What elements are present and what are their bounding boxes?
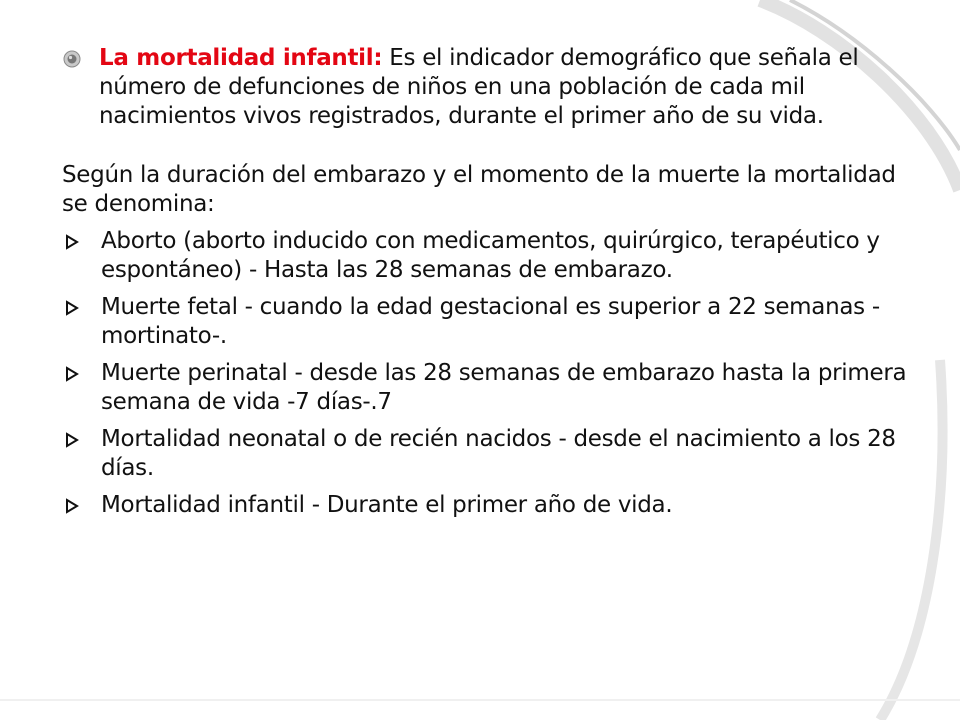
arrow-bullet-icon xyxy=(62,232,82,252)
arrow-bullet-icon xyxy=(62,430,82,450)
classification-paragraph: Según la duración del embarazo y el momento de la muerte la mortalidad se denomina: xyxy=(62,162,896,217)
circle-bullet-icon xyxy=(62,49,82,69)
arrow-bullet-icon xyxy=(62,496,82,516)
list-item-text: Mortalidad infantil - Durante el primer año de vida. xyxy=(101,492,673,518)
list-item-text: Aborto (aborto inducido con medicamentos, quirúrgico, terapéutico y espontáneo) - Hasta las 28 semanas de embarazo. xyxy=(101,228,880,283)
list-item xyxy=(62,359,908,417)
classification-list xyxy=(62,227,908,520)
arrow-bullet-icon xyxy=(62,298,82,318)
intro-text xyxy=(99,44,908,131)
list-item xyxy=(62,491,908,520)
list-item xyxy=(62,227,908,285)
intro-definition xyxy=(62,44,908,131)
definition-text: Es el indicador demográfico que señala el número de defunciones de niños en una población de cada mil nacimientos vivos registrados, durante el primer año de su vida. xyxy=(99,45,859,129)
list-item-text: Mortalidad neonatal o de recién nacidos - desde el nacimiento a los 28 días. xyxy=(101,426,896,481)
list-item-text: Muerte fetal - cuando la edad gestacional es superior a 22 semanas -mortinato-. xyxy=(101,294,880,349)
list-item xyxy=(62,425,908,483)
arrow-bullet-icon xyxy=(62,364,82,384)
slide-content xyxy=(62,44,908,520)
list-item xyxy=(62,293,908,351)
term-label: La mortalidad infantil: xyxy=(99,45,383,71)
list-item-text: Muerte perinatal - desde las 28 semanas de embarazo hasta la primera semana de vida -7 días-.7 xyxy=(101,360,907,415)
